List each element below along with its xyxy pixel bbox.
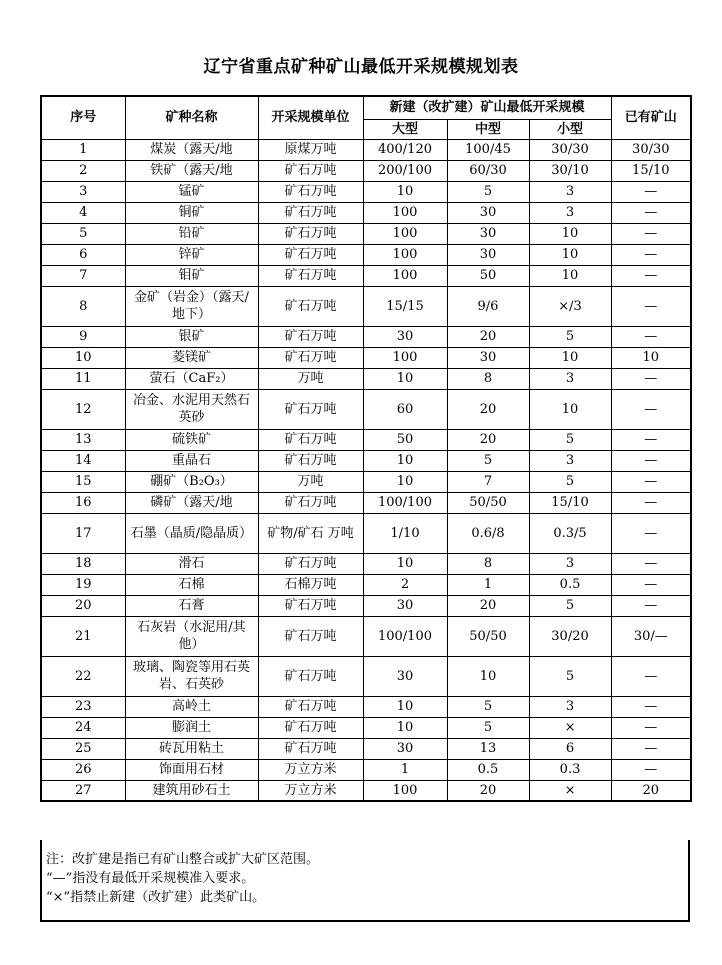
cell-medium: 1 — [447, 574, 529, 595]
header-existing: 已有矿山 — [611, 96, 691, 139]
cell-mineral: 钼矿 — [125, 265, 258, 286]
cell-small: 5 — [529, 326, 611, 347]
cell-unit: 万吨 — [258, 471, 363, 492]
cell-large: 10 — [363, 450, 447, 471]
cell-small: 30/20 — [529, 616, 611, 656]
cell-large: 10 — [363, 696, 447, 717]
cell-medium: 30 — [447, 347, 529, 368]
cell-unit: 矿石万吨 — [258, 389, 363, 429]
page-title: 辽宁省重点矿种矿山最低开采规模规划表 — [203, 57, 519, 77]
cell-unit: 矿石万吨 — [258, 286, 363, 326]
cell-mineral: 石灰岩（水泥用/其他） — [125, 616, 258, 656]
cell-existing: — — [611, 181, 691, 202]
cell-seq: 20 — [41, 595, 125, 616]
cell-large: 100 — [363, 780, 447, 801]
table-row — [41, 160, 691, 181]
cell-unit: 矿石万吨 — [258, 450, 363, 471]
cell-medium: 8 — [447, 368, 529, 389]
cell-seq: 1 — [41, 139, 125, 160]
cell-existing: — — [611, 389, 691, 429]
cell-large: 200/100 — [363, 160, 447, 181]
cell-seq: 21 — [41, 616, 125, 656]
cell-existing: — — [611, 656, 691, 696]
cell-mineral: 石膏 — [125, 595, 258, 616]
cell-unit: 矿石万吨 — [258, 202, 363, 223]
cell-unit: 矿石万吨 — [258, 595, 363, 616]
header-seq: 序号 — [41, 96, 125, 139]
cell-existing: — — [611, 738, 691, 759]
cell-mineral: 滑石 — [125, 553, 258, 574]
header-unit: 开采规模单位 — [258, 96, 363, 139]
cell-unit: 万立方米 — [258, 780, 363, 801]
cell-large: 100 — [363, 347, 447, 368]
table-row — [41, 513, 691, 553]
cell-seq: 6 — [41, 244, 125, 265]
cell-seq: 17 — [41, 513, 125, 553]
cell-seq: 14 — [41, 450, 125, 471]
cell-medium: 20 — [447, 429, 529, 450]
cell-unit: 矿石万吨 — [258, 265, 363, 286]
cell-existing: — — [611, 450, 691, 471]
header-new-group: 新建（改扩建）矿山最低开采规模 — [363, 96, 611, 119]
cell-small: × — [529, 780, 611, 801]
cell-unit: 矿石万吨 — [258, 160, 363, 181]
table-row — [41, 368, 691, 389]
cell-small: 3 — [529, 181, 611, 202]
cell-medium: 9/6 — [447, 286, 529, 326]
cell-mineral: 菱镁矿 — [125, 347, 258, 368]
cell-medium: 50/50 — [447, 616, 529, 656]
cell-existing: — — [611, 202, 691, 223]
cell-medium: 20 — [447, 389, 529, 429]
cell-small: 10 — [529, 389, 611, 429]
cell-seq: 5 — [41, 223, 125, 244]
table-row — [41, 492, 691, 513]
cell-seq: 9 — [41, 326, 125, 347]
cell-mineral: 高岭土 — [125, 696, 258, 717]
cell-small: 10 — [529, 265, 611, 286]
table-body — [41, 139, 691, 801]
cell-unit: 原煤万吨 — [258, 139, 363, 160]
cell-large: 100 — [363, 202, 447, 223]
cell-medium: 5 — [447, 717, 529, 738]
cell-mineral: 建筑用砂石土 — [125, 780, 258, 801]
cell-seq: 24 — [41, 717, 125, 738]
cell-existing: — — [611, 244, 691, 265]
cell-existing: — — [611, 286, 691, 326]
cell-large: 10 — [363, 471, 447, 492]
cell-unit: 矿石万吨 — [258, 696, 363, 717]
header-mineral: 矿种名称 — [125, 96, 258, 139]
cell-small: 30/30 — [529, 139, 611, 160]
cell-small: 6 — [529, 738, 611, 759]
cell-large: 1/10 — [363, 513, 447, 553]
cell-unit: 矿石万吨 — [258, 326, 363, 347]
cell-mineral: 砖瓦用粘土 — [125, 738, 258, 759]
cell-seq: 2 — [41, 160, 125, 181]
cell-unit: 矿石万吨 — [258, 738, 363, 759]
cell-small: × — [529, 717, 611, 738]
cell-existing: — — [611, 574, 691, 595]
table-row — [41, 389, 691, 429]
cell-mineral: 萤石（CaF₂） — [125, 368, 258, 389]
cell-small: 0.3/5 — [529, 513, 611, 553]
cell-seq: 3 — [41, 181, 125, 202]
cell-large: 400/120 — [363, 139, 447, 160]
cell-large: 30 — [363, 595, 447, 616]
cell-small: 5 — [529, 656, 611, 696]
cell-existing: — — [611, 717, 691, 738]
cell-existing: 10 — [611, 347, 691, 368]
cell-medium: 0.6/8 — [447, 513, 529, 553]
cell-mineral: 冶金、水泥用天然石英砂 — [125, 389, 258, 429]
cell-existing: 30/30 — [611, 139, 691, 160]
cell-small: 15/10 — [529, 492, 611, 513]
cell-mineral: 膨润土 — [125, 717, 258, 738]
cell-seq: 18 — [41, 553, 125, 574]
cell-medium: 60/30 — [447, 160, 529, 181]
cell-medium: 0.5 — [447, 759, 529, 780]
table-row — [41, 759, 691, 780]
mining-scale-table — [40, 95, 692, 802]
header-small: 小型 — [529, 119, 611, 139]
cell-large: 100/100 — [363, 492, 447, 513]
cell-large: 1 — [363, 759, 447, 780]
cell-unit: 矿石万吨 — [258, 492, 363, 513]
cell-large: 30 — [363, 656, 447, 696]
notes-box — [40, 840, 690, 922]
header-large: 大型 — [363, 119, 447, 139]
cell-unit: 矿石万吨 — [258, 616, 363, 656]
cell-large: 10 — [363, 717, 447, 738]
cell-mineral: 重晶石 — [125, 450, 258, 471]
cell-existing: — — [611, 471, 691, 492]
cell-unit: 万立方米 — [258, 759, 363, 780]
note-line: “×”指禁止新建（改扩建）此类矿山。 — [46, 890, 266, 905]
table-row — [41, 450, 691, 471]
cell-small: 3 — [529, 553, 611, 574]
cell-medium: 5 — [447, 181, 529, 202]
cell-unit: 矿石万吨 — [258, 223, 363, 244]
cell-small: 5 — [529, 471, 611, 492]
cell-existing: — — [611, 513, 691, 553]
cell-small: 10 — [529, 347, 611, 368]
table-row — [41, 696, 691, 717]
cell-large: 60 — [363, 389, 447, 429]
table-row — [41, 347, 691, 368]
cell-medium: 50 — [447, 265, 529, 286]
cell-mineral: 硼矿（B₂O₃） — [125, 471, 258, 492]
table-row — [41, 244, 691, 265]
cell-mineral: 硫铁矿 — [125, 429, 258, 450]
cell-small: 5 — [529, 429, 611, 450]
cell-existing: — — [611, 265, 691, 286]
cell-mineral: 饰面用石材 — [125, 759, 258, 780]
cell-medium: 100/45 — [447, 139, 529, 160]
cell-large: 10 — [363, 368, 447, 389]
cell-large: 2 — [363, 574, 447, 595]
cell-seq: 7 — [41, 265, 125, 286]
note-line: 注：改扩建是指已有矿山整合或扩大矿区范围。 — [46, 852, 320, 867]
table-row — [41, 429, 691, 450]
cell-medium: 10 — [447, 656, 529, 696]
cell-existing: 20 — [611, 780, 691, 801]
cell-large: 30 — [363, 738, 447, 759]
table-row — [41, 286, 691, 326]
cell-mineral: 石墨（晶质/隐晶质） — [125, 513, 258, 553]
cell-mineral: 锰矿 — [125, 181, 258, 202]
cell-seq: 13 — [41, 429, 125, 450]
cell-unit: 矿石万吨 — [258, 656, 363, 696]
cell-mineral: 锌矿 — [125, 244, 258, 265]
cell-small: 3 — [529, 450, 611, 471]
cell-medium: 30 — [447, 223, 529, 244]
cell-unit: 石棉万吨 — [258, 574, 363, 595]
cell-existing: — — [611, 696, 691, 717]
cell-mineral: 铜矿 — [125, 202, 258, 223]
cell-seq: 22 — [41, 656, 125, 696]
cell-unit: 矿石万吨 — [258, 429, 363, 450]
cell-existing: — — [611, 326, 691, 347]
cell-unit: 矿石万吨 — [258, 717, 363, 738]
table-row — [41, 616, 691, 656]
cell-seq: 11 — [41, 368, 125, 389]
cell-medium: 20 — [447, 595, 529, 616]
cell-seq: 27 — [41, 780, 125, 801]
cell-medium: 20 — [447, 780, 529, 801]
cell-seq: 19 — [41, 574, 125, 595]
cell-existing: — — [611, 759, 691, 780]
cell-large: 100 — [363, 223, 447, 244]
table-row — [41, 265, 691, 286]
cell-existing: — — [611, 429, 691, 450]
cell-seq: 25 — [41, 738, 125, 759]
cell-mineral: 金矿（岩金）（露天/地下） — [125, 286, 258, 326]
cell-seq: 10 — [41, 347, 125, 368]
cell-medium: 7 — [447, 471, 529, 492]
cell-medium: 20 — [447, 326, 529, 347]
cell-unit: 万吨 — [258, 368, 363, 389]
cell-seq: 4 — [41, 202, 125, 223]
cell-small: 3 — [529, 202, 611, 223]
cell-unit: 矿石万吨 — [258, 347, 363, 368]
table-row — [41, 553, 691, 574]
table-row — [41, 202, 691, 223]
table-row — [41, 471, 691, 492]
table-row — [41, 223, 691, 244]
cell-small: 5 — [529, 595, 611, 616]
cell-small: ×/3 — [529, 286, 611, 326]
cell-mineral: 铁矿（露天/地 — [125, 160, 258, 181]
cell-seq: 8 — [41, 286, 125, 326]
cell-medium: 5 — [447, 696, 529, 717]
cell-small: 3 — [529, 696, 611, 717]
cell-mineral: 铅矿 — [125, 223, 258, 244]
cell-existing: — — [611, 223, 691, 244]
cell-medium: 50/50 — [447, 492, 529, 513]
cell-medium: 30 — [447, 244, 529, 265]
cell-large: 100/100 — [363, 616, 447, 656]
cell-seq: 16 — [41, 492, 125, 513]
table-row — [41, 139, 691, 160]
cell-medium: 30 — [447, 202, 529, 223]
cell-small: 0.5 — [529, 574, 611, 595]
table-row — [41, 181, 691, 202]
table-row — [41, 326, 691, 347]
table-row — [41, 574, 691, 595]
cell-existing: 15/10 — [611, 160, 691, 181]
header-medium: 中型 — [447, 119, 529, 139]
cell-large: 50 — [363, 429, 447, 450]
cell-large: 10 — [363, 553, 447, 574]
cell-existing: — — [611, 595, 691, 616]
cell-mineral: 玻璃、陶瓷等用石英岩、石英砂 — [125, 656, 258, 696]
cell-existing: — — [611, 368, 691, 389]
cell-medium: 8 — [447, 553, 529, 574]
cell-unit: 矿石万吨 — [258, 181, 363, 202]
cell-unit: 矿石万吨 — [258, 553, 363, 574]
table-row — [41, 780, 691, 801]
cell-seq: 26 — [41, 759, 125, 780]
cell-unit: 矿物/矿石 万吨 — [258, 513, 363, 553]
cell-small: 10 — [529, 223, 611, 244]
cell-seq: 12 — [41, 389, 125, 429]
table-row — [41, 656, 691, 696]
note-line: “—”指没有最低开采规模准入要求。 — [46, 871, 255, 886]
cell-large: 15/15 — [363, 286, 447, 326]
cell-seq: 23 — [41, 696, 125, 717]
cell-small: 0.3 — [529, 759, 611, 780]
cell-unit: 矿石万吨 — [258, 244, 363, 265]
cell-mineral: 煤炭（露天/地 — [125, 139, 258, 160]
cell-mineral: 石棉 — [125, 574, 258, 595]
cell-small: 3 — [529, 368, 611, 389]
cell-existing: — — [611, 553, 691, 574]
cell-existing: — — [611, 492, 691, 513]
cell-medium: 13 — [447, 738, 529, 759]
cell-mineral: 银矿 — [125, 326, 258, 347]
cell-medium: 5 — [447, 450, 529, 471]
cell-large: 10 — [363, 181, 447, 202]
cell-small: 30/10 — [529, 160, 611, 181]
table-row — [41, 738, 691, 759]
cell-mineral: 磷矿（露天/地 — [125, 492, 258, 513]
table-row — [41, 717, 691, 738]
cell-large: 30 — [363, 326, 447, 347]
cell-large: 100 — [363, 265, 447, 286]
cell-existing: 30/— — [611, 616, 691, 656]
cell-seq: 15 — [41, 471, 125, 492]
cell-large: 100 — [363, 244, 447, 265]
cell-small: 10 — [529, 244, 611, 265]
table-row — [41, 595, 691, 616]
